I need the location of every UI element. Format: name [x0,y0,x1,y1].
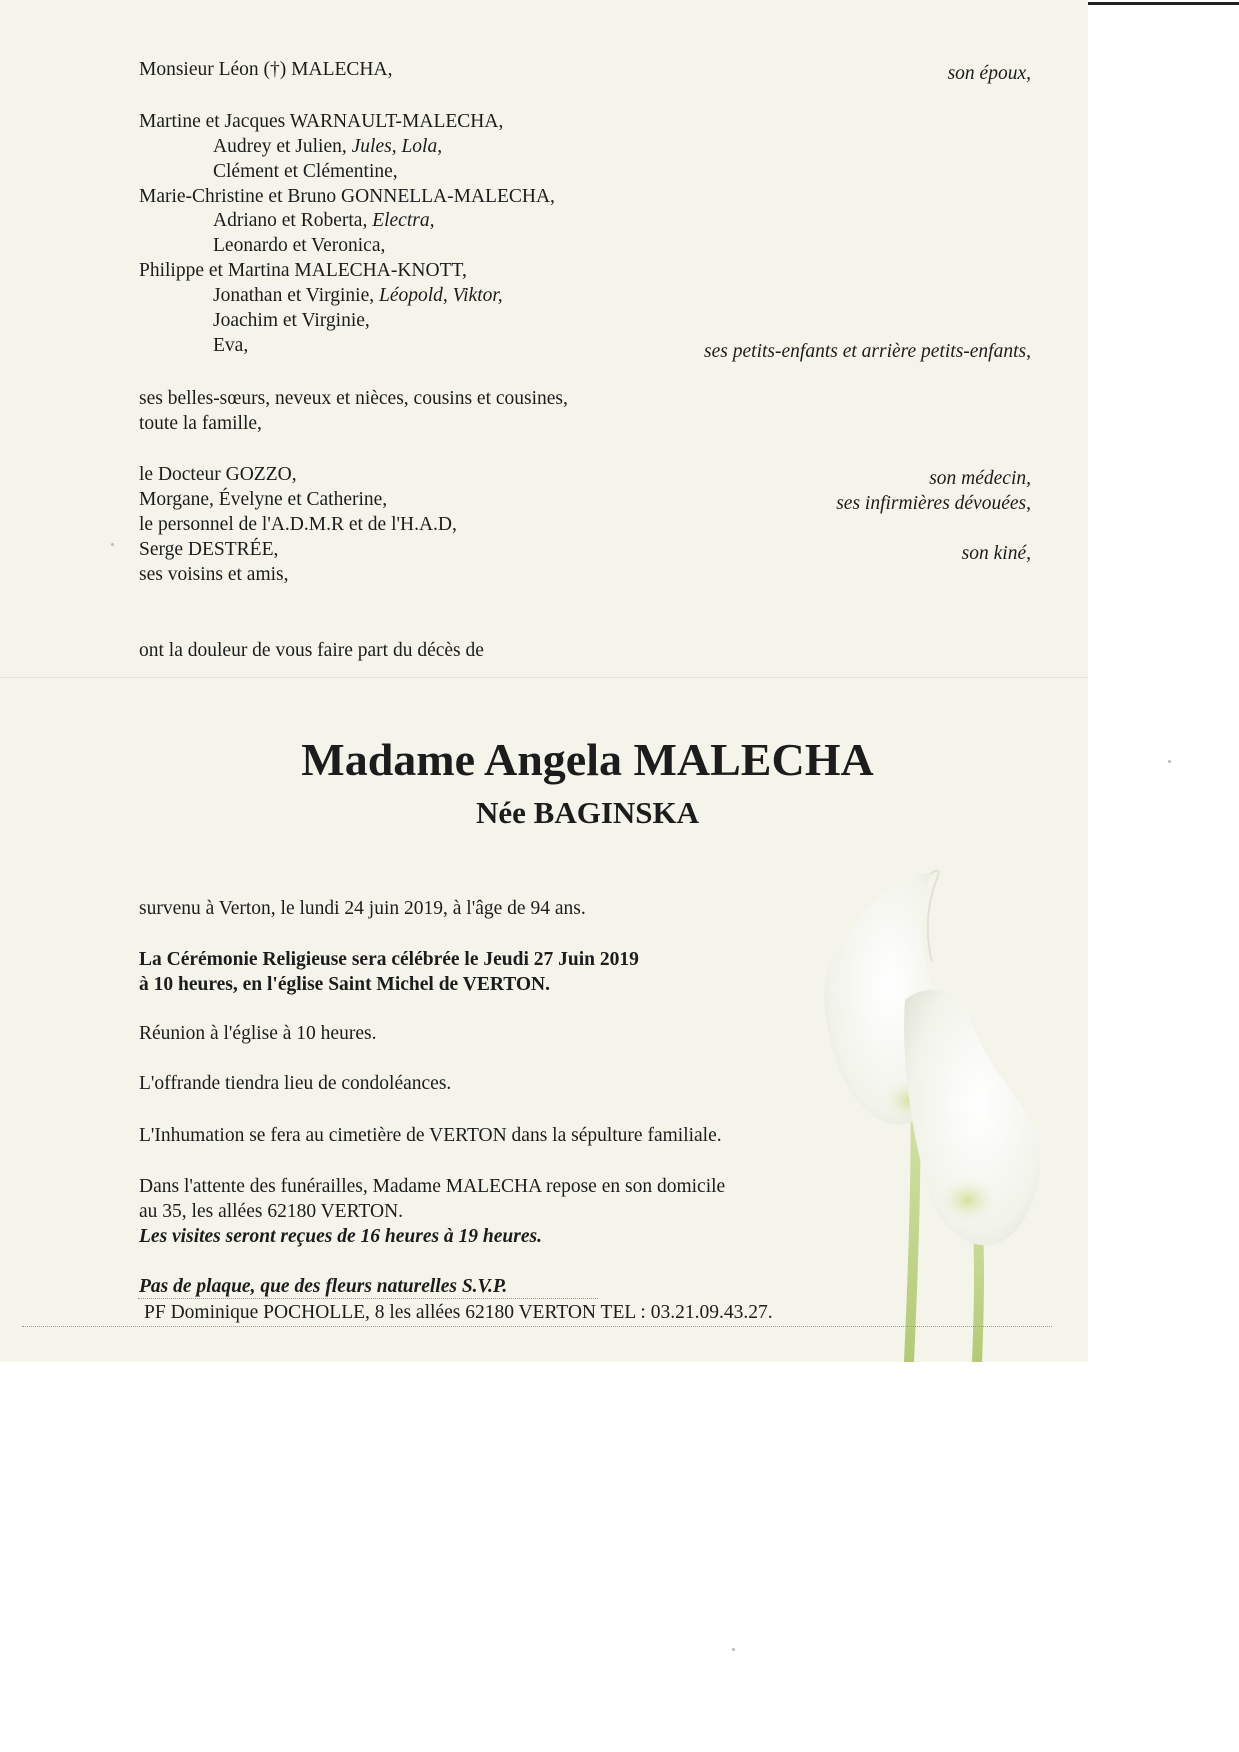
care-line: Morgane, Évelyne et Catherine, ses infirmières dévouées, [0,487,1088,513]
offering-info: L'offrande tiendra lieu de condoléances. [139,1073,452,1094]
funeral-home: PF Dominique POCHOLLE, 8 les allées 62180 VERTON TEL : 03.21.09.43.27. [144,1302,773,1323]
family-line: Audrey et Julien, Jules, Lola, [213,136,443,157]
rest-line-2: au 35, les allées 62180 VERTON. [139,1201,404,1222]
physio-role: son kiné, [961,543,1031,564]
family-line: Philippe et Martina MALECHA-KNOTT, [139,260,467,281]
divider [22,1326,1052,1327]
scan-edge-line [1088,2,1239,5]
spouse-role: son époux, [947,63,1031,84]
flowers-note: Pas de plaque, que des fleurs naturelles S.V.P. [139,1276,508,1297]
ceremony-line-1: La Cérémonie Religieuse sera célébrée le Jeudi 27 Juin 2019 [139,949,639,970]
spouse-name: Monsieur Léon (†) MALECHA, [139,59,393,80]
calla-lily-image [800,870,1088,1362]
meeting-info: Réunion à l'église à 10 heures. [139,1023,377,1044]
care-line: le personnel de l'A.D.M.R et de l'H.A.D, [139,514,457,535]
scan-speck [732,1648,735,1651]
visits-info: Les visites seront reçues de 16 heures à 19 heures. [139,1226,542,1247]
death-info: survenu à Verton, le lundi 24 juin 2019, à l'âge de 94 ans. [139,898,586,919]
family-line: Marie-Christine et Bruno GONNELLA-MALECHA, [139,186,555,207]
family-line: Martine et Jacques WARNAULT-MALECHA, [139,111,504,132]
announcement: ont la douleur de vous faire part du décès de [139,640,484,661]
rest-line-1: Dans l'attente des funérailles, Madame MALECHA repose en son domicile [139,1176,726,1197]
grandchildren-role: ses petits-enfants et arrière petits-enfants, [704,341,1031,362]
care-line: le Docteur GOZZO, son médecin, [0,462,1088,488]
divider [138,1298,598,1299]
care-line: Serge DESTRÉE, son kiné, [0,537,1088,563]
scan-speck [111,543,114,546]
spouse-row [0,57,1088,83]
relatives-line: toute la famille, [139,413,262,434]
family-line: Leonardo et Veronica, [213,235,386,256]
family-line: Joachim et Virginie, [213,310,370,331]
nurses-role: ses infirmières dévouées, [836,493,1031,514]
relatives-line: ses belles-sœurs, neveux et nièces, cousins et cousines, [139,388,568,409]
scan-speck [1168,760,1171,763]
maiden-name: Née BAGINSKA [475,795,700,830]
care-line: ses voisins et amis, [139,564,289,585]
fold-line [0,677,1088,678]
family-line: Jonathan et Virginie, Léopold, Viktor, [213,285,503,306]
family-line: Clément et Clémentine, [213,161,398,182]
family-line: Eva, ses petits-enfants et arrière petits-enfants, [0,333,1088,359]
burial-info: L'Inhumation se fera au cimetière de VERTON dans la sépulture familiale. [139,1125,722,1146]
family-line: Adriano et Roberta, Electra, [213,210,435,231]
doctor-role: son médecin, [929,468,1031,489]
deceased-name: Madame Angela MALECHA [301,734,874,785]
ceremony-line-2: à 10 heures, en l'église Saint Michel de VERTON. [139,974,550,995]
